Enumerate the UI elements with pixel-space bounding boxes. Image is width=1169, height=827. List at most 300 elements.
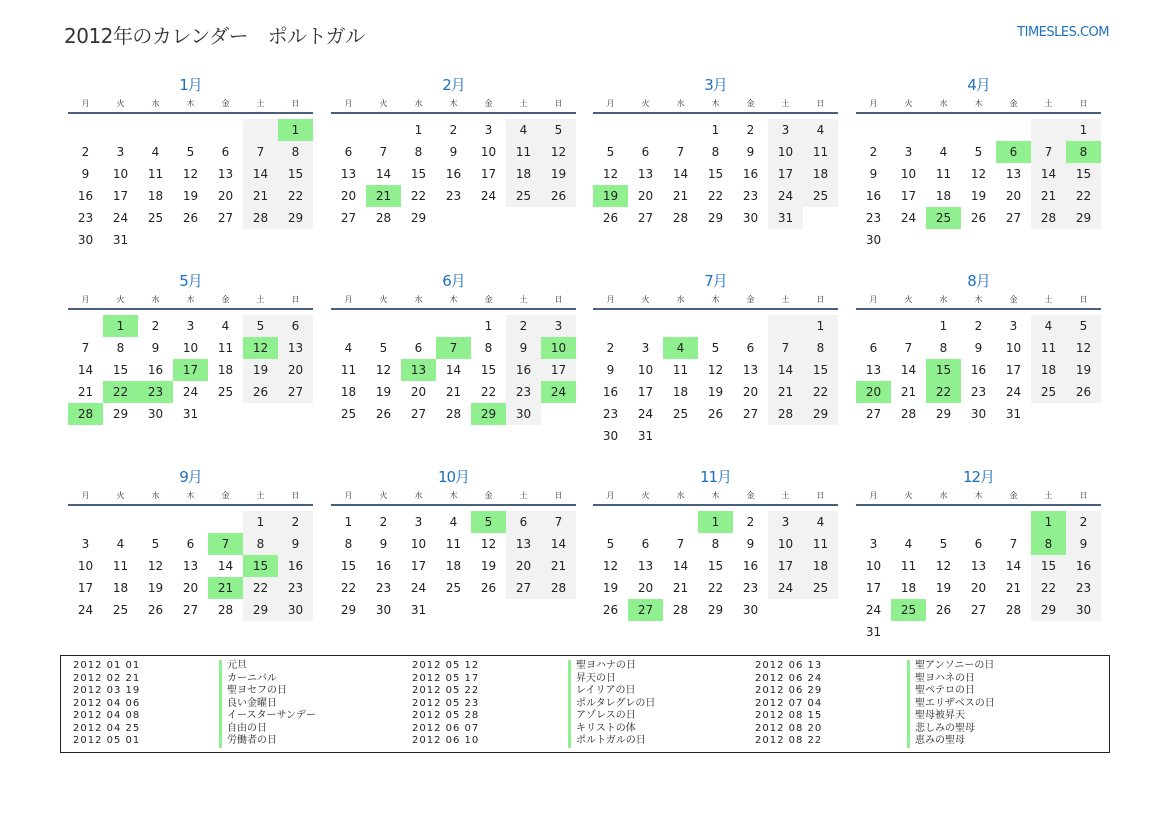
day-cell: 6 [221,145,230,159]
legend-holiday-name: アゾレスの日 [576,710,636,721]
day-cell: 9 [606,363,615,377]
day-cell: 30 [970,407,987,421]
day-cell: 9 [869,167,878,181]
day-cell: 19 [541,163,576,185]
day-cell: 30 [742,603,759,617]
legend-date-column [73,660,140,748]
holiday-cell: 23 [138,381,173,403]
weekday-label: 水 [939,295,948,304]
day-cell: 20 [506,555,541,577]
day-cell: 2 [869,145,878,159]
day-cell: 5 [243,315,278,337]
day-cell: 5 [1066,315,1101,337]
day-cell: 2 [81,145,90,159]
day-cell: 10 [112,167,129,181]
day-cell: 4 [344,341,353,355]
day-cell: 4 [1031,315,1066,337]
day-cell: 17 [77,581,94,595]
day-cell: 14 [672,167,689,181]
weekday-label: 月 [81,295,90,304]
day-cell: 23 [865,211,882,225]
weekday-label: 土 [519,491,528,500]
weekday-label: 土 [256,295,265,304]
weekday-label: 水 [151,491,160,500]
day-cell: 27 [742,407,759,421]
holiday-cell: 12 [243,337,278,359]
weekday-label: 日 [1079,491,1088,500]
legend-holiday-name: 聖ペテロの日 [915,685,975,696]
day-cell: 10 [865,559,882,573]
weekday-label: 月 [869,491,878,500]
weekday-label: 木 [711,99,720,108]
day-cell: 24 [410,581,427,595]
day-cell: 4 [939,145,948,159]
day-cell: 19 [375,385,392,399]
day-cell: 6 [641,145,650,159]
day-cell: 2 [974,319,983,333]
day-cell: 8 [344,537,353,551]
weekday-header [593,294,838,310]
holiday-cell: 27 [628,599,663,621]
day-cell: 29 [278,207,313,229]
day-grid [331,506,576,621]
empty-cell [593,315,628,337]
legend-date: 2012 06 13 [755,660,823,671]
empty-cell [663,315,698,337]
day-cell: 5 [541,119,576,141]
day-cell: 11 [112,559,129,573]
day-grid [856,310,1101,425]
day-cell: 20 [182,581,199,595]
holiday-cell: 8 [1031,533,1066,555]
day-cell: 30 [1066,599,1101,621]
day-cell: 31 [1005,407,1022,421]
empty-cell [996,119,1031,141]
day-cell: 25 [1031,381,1066,403]
day-cell: 25 [147,211,164,225]
day-cell: 22 [410,189,427,203]
day-cell: 8 [243,533,278,555]
day-cell: 19 [480,559,497,573]
day-cell: 17 [112,189,129,203]
weekday-label: 水 [414,295,423,304]
day-cell: 26 [147,603,164,617]
legend-date: 2012 04 25 [73,722,141,734]
weekday-label: 木 [449,295,458,304]
month-9 [68,466,313,621]
month-name: 4月 [967,76,990,94]
weekday-label: 日 [1079,295,1088,304]
day-cell: 13 [278,337,313,359]
day-cell: 18 [672,385,689,399]
holiday-cell: 5 [471,511,506,533]
day-cell: 9 [746,145,755,159]
weekday-label: 木 [186,295,195,304]
empty-cell [891,511,926,533]
day-cell: 4 [449,515,458,529]
day-cell: 18 [935,189,952,203]
day-cell: 9 [278,533,313,555]
legend-date: 2012 06 07 [412,722,480,734]
day-cell: 12 [182,167,199,181]
day-cell: 1 [484,319,493,333]
day-cell: 10 [182,341,199,355]
day-cell: 11 [340,363,357,377]
weekday-label: 木 [449,99,458,108]
weekday-label: 土 [256,99,265,108]
day-cell: 1 [803,315,838,337]
weekday-label: 木 [974,295,983,304]
month-4 [856,74,1101,251]
day-cell: 27 [865,407,882,421]
day-cell: 21 [1005,581,1022,595]
holiday-cell: 1 [1031,511,1066,533]
day-cell: 10 [900,167,917,181]
empty-cell [401,315,436,337]
day-cell: 13 [637,167,654,181]
weekday-label: 土 [781,99,790,108]
month-name: 3月 [704,76,727,94]
month-name: 9月 [179,468,202,486]
day-cell: 16 [742,559,759,573]
day-cell: 21 [672,581,689,595]
day-cell: 3 [768,511,803,533]
day-cell: 22 [1031,577,1066,599]
day-cell: 6 [869,341,878,355]
day-cell: 23 [742,189,759,203]
day-cell: 29 [410,211,427,225]
day-cell: 15 [1031,555,1066,577]
day-cell: 1 [243,511,278,533]
weekday-label: 火 [904,295,913,304]
day-cell: 13 [742,363,759,377]
weekday-label: 土 [256,491,265,500]
day-cell: 13 [970,559,987,573]
month-5 [68,270,313,425]
day-cell: 8 [803,337,838,359]
weekday-label: 火 [904,99,913,108]
month-name: 12月 [962,468,995,486]
day-cell: 7 [379,145,388,159]
day-cell: 4 [506,119,541,141]
weekday-label: 火 [116,491,125,500]
month-name: 2月 [442,76,465,94]
day-cell: 31 [410,603,427,617]
day-cell: 12 [707,363,724,377]
month-name: 5月 [179,272,202,290]
month-6 [331,270,576,425]
day-cell: 16 [602,385,619,399]
day-cell: 7 [81,341,90,355]
legend-holiday-name: 労働者の日 [227,735,277,746]
legend-date: 2012 05 28 [412,710,480,721]
day-cell: 20 [1005,189,1022,203]
weekday-label: 火 [116,295,125,304]
legend-holiday-name: イースターサンデー [227,710,316,721]
empty-cell [698,315,733,337]
empty-cell [331,119,366,141]
weekday-label: 木 [711,491,720,500]
weekday-label: 金 [1009,99,1018,108]
day-cell: 11 [900,559,917,573]
day-cell: 14 [541,533,576,555]
day-cell: 6 [186,537,195,551]
day-cell: 9 [449,145,458,159]
day-cell: 25 [506,185,541,207]
day-cell: 28 [672,211,689,225]
day-cell: 13 [637,559,654,573]
day-cell: 28 [1005,603,1022,617]
weekday-label: 火 [641,99,650,108]
day-cell: 22 [803,381,838,403]
legend-holiday-name: 元旦 [227,660,247,671]
holiday-cell: 29 [471,403,506,425]
weekday-header [68,98,313,114]
day-cell: 25 [445,581,462,595]
weekday-label: 月 [606,295,615,304]
weekday-label: 金 [1009,491,1018,500]
day-cell: 7 [768,337,803,359]
day-cell: 21 [77,385,94,399]
day-cell: 30 [278,599,313,621]
day-cell: 28 [217,603,234,617]
site-name: TIMESLES.COM [1017,25,1109,40]
day-cell: 11 [935,167,952,181]
day-cell: 21 [1031,185,1066,207]
holiday-legend [60,655,1110,753]
day-cell: 3 [414,515,423,529]
day-cell: 22 [1066,185,1101,207]
day-cell: 27 [182,603,199,617]
day-cell: 9 [506,337,541,359]
day-cell: 21 [672,189,689,203]
day-cell: 16 [865,189,882,203]
day-cell: 20 [217,189,234,203]
day-cell: 7 [676,145,685,159]
day-cell: 13 [865,363,882,377]
day-cell: 3 [1009,319,1018,333]
weekday-header [856,294,1101,310]
day-cell: 1 [1066,119,1101,141]
day-cell: 18 [506,163,541,185]
day-cell: 27 [637,211,654,225]
day-cell: 31 [112,233,129,247]
weekday-label: 月 [869,99,878,108]
day-cell: 11 [672,363,689,377]
weekday-label: 木 [974,491,983,500]
weekday-label: 土 [1044,295,1053,304]
day-cell: 19 [602,581,619,595]
day-cell: 15 [803,359,838,381]
day-grid [331,310,576,425]
legend-holiday-name: 自由の日 [227,722,267,734]
day-cell: 25 [112,603,129,617]
day-cell: 4 [803,119,838,141]
day-cell: 27 [506,577,541,599]
weekday-header [593,98,838,114]
day-cell: 10 [480,145,497,159]
legend-name-column [568,660,655,748]
day-cell: 27 [278,381,313,403]
day-cell: 28 [541,577,576,599]
day-cell: 8 [711,537,720,551]
day-cell: 4 [151,145,160,159]
day-cell: 3 [641,341,650,355]
day-cell: 12 [541,141,576,163]
empty-cell [628,511,663,533]
day-grid [593,310,838,447]
day-cell: 11 [445,537,462,551]
legend-date: 2012 08 22 [755,735,823,746]
day-cell: 20 [278,359,313,381]
day-cell: 28 [900,407,917,421]
day-cell: 29 [112,407,129,421]
empty-cell [243,119,278,141]
day-cell: 15 [410,167,427,181]
day-cell: 19 [243,359,278,381]
day-cell: 16 [77,189,94,203]
day-cell: 10 [768,141,803,163]
day-cell: 27 [1005,211,1022,225]
empty-cell [663,119,698,141]
day-cell: 2 [379,515,388,529]
holiday-cell: 7 [208,533,243,555]
weekday-label: 水 [939,491,948,500]
day-cell: 24 [112,211,129,225]
day-cell: 22 [480,385,497,399]
month-name: 7月 [704,272,727,290]
day-cell: 3 [904,145,913,159]
empty-cell [68,315,103,337]
day-cell: 9 [746,537,755,551]
day-cell: 30 [375,603,392,617]
weekday-label: 日 [291,491,300,500]
day-cell: 10 [768,533,803,555]
day-cell: 19 [1066,359,1101,381]
legend-date-column [755,660,822,748]
day-cell: 11 [1031,337,1066,359]
day-cell: 8 [278,141,313,163]
day-cell: 14 [1005,559,1022,573]
empty-cell [856,315,891,337]
day-cell: 29 [707,603,724,617]
empty-cell [1031,119,1066,141]
day-cell: 8 [116,341,125,355]
day-cell: 29 [243,599,278,621]
empty-cell [733,315,768,337]
day-cell: 13 [506,533,541,555]
holiday-cell: 21 [366,185,401,207]
day-cell: 26 [541,185,576,207]
weekday-label: 金 [746,99,755,108]
day-cell: 15 [1066,163,1101,185]
empty-cell [961,119,996,141]
day-cell: 25 [672,407,689,421]
day-cell: 29 [803,403,838,425]
day-cell: 3 [768,119,803,141]
day-cell: 30 [77,233,94,247]
day-cell: 11 [803,141,838,163]
holiday-cell: 20 [856,381,891,403]
day-cell: 27 [340,211,357,225]
day-cell: 2 [746,515,755,529]
day-cell: 14 [900,363,917,377]
empty-cell [663,511,698,533]
day-cell: 24 [480,189,497,203]
month-name: 1月 [179,76,202,94]
weekday-label: 土 [519,295,528,304]
day-cell: 24 [77,603,94,617]
day-cell: 19 [182,189,199,203]
weekday-label: 金 [746,295,755,304]
day-cell: 5 [379,341,388,355]
day-cell: 2 [278,511,313,533]
weekday-label: 木 [974,99,983,108]
weekday-header [856,490,1101,506]
holiday-cell: 1 [698,511,733,533]
month-10 [331,466,576,621]
holiday-cell: 10 [541,337,576,359]
holiday-cell: 19 [593,185,628,207]
day-cell: 26 [707,407,724,421]
day-cell: 5 [151,537,160,551]
day-cell: 22 [243,577,278,599]
day-cell: 6 [974,537,983,551]
day-cell: 16 [147,363,164,377]
weekday-label: 月 [869,295,878,304]
weekday-label: 水 [676,295,685,304]
empty-cell [208,511,243,533]
day-cell: 17 [480,167,497,181]
day-cell: 31 [768,207,803,229]
day-cell: 17 [900,189,917,203]
weekday-label: 木 [186,491,195,500]
legend-date: 2012 08 20 [755,722,823,734]
legend-holiday-name: ポルトガルの日 [576,735,646,746]
day-cell: 18 [112,581,129,595]
weekday-label: 日 [291,99,300,108]
weekday-label: 水 [414,491,423,500]
month-name: 6月 [442,272,465,290]
weekday-label: 日 [291,295,300,304]
day-cell: 4 [221,319,230,333]
empty-cell [366,315,401,337]
day-grid [68,506,313,621]
day-cell: 6 [746,341,755,355]
weekday-label: 水 [676,491,685,500]
day-cell: 7 [676,537,685,551]
day-cell: 13 [1005,167,1022,181]
weekday-label: 月 [344,295,353,304]
weekday-label: 火 [641,491,650,500]
day-cell: 4 [904,537,913,551]
legend-holiday-name: 聖ヨハネの日 [915,672,975,684]
day-cell: 28 [445,407,462,421]
day-cell: 2 [449,123,458,137]
day-cell: 1 [414,123,423,137]
weekday-label: 木 [449,491,458,500]
day-cell: 15 [340,559,357,573]
weekday-label: 火 [116,99,125,108]
weekday-label: 月 [606,99,615,108]
legend-date: 2012 08 15 [755,710,823,721]
legend-date: 2012 05 23 [412,697,480,709]
weekday-header [331,490,576,506]
day-cell: 21 [445,385,462,399]
empty-cell [68,119,103,141]
day-cell: 31 [865,625,882,639]
holiday-cell: 21 [208,577,243,599]
